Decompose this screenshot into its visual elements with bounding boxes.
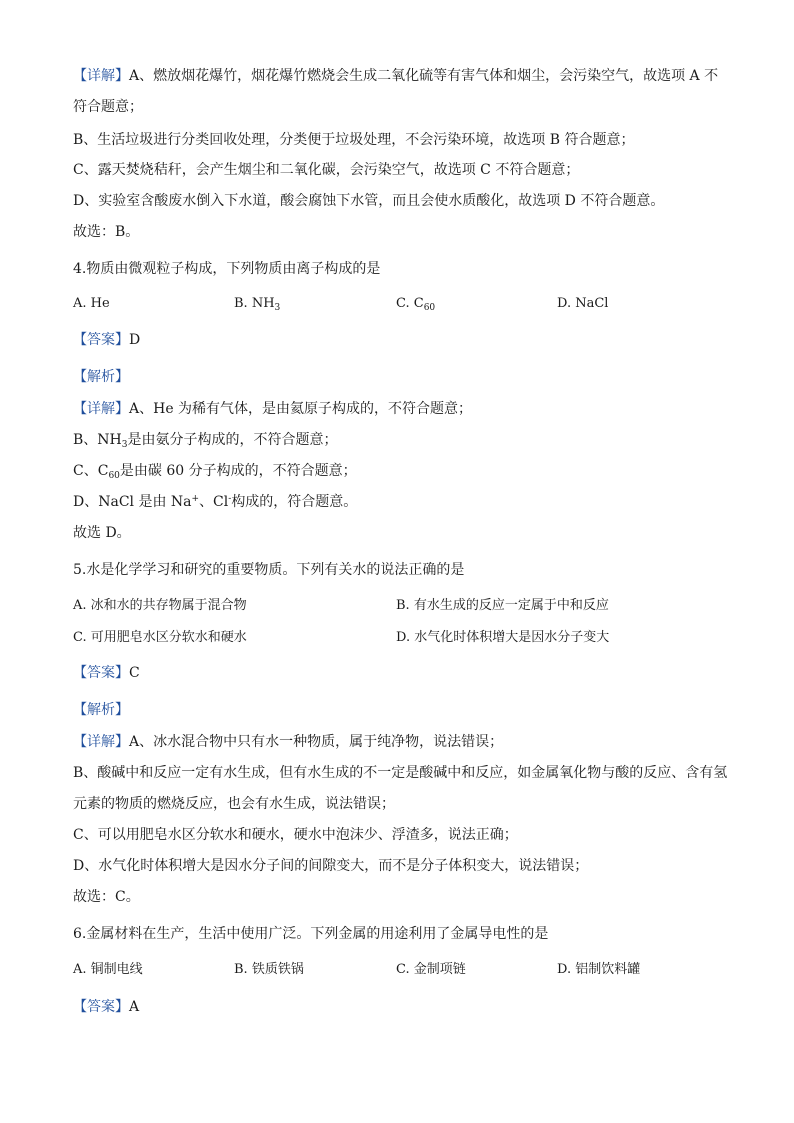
- q4-detail-b-post: 是由氨分子构成的，不符合题意；: [127, 432, 338, 448]
- q4-detail-d-mid: 、Cl: [199, 494, 229, 510]
- q5-analysis-label: [73, 700, 733, 720]
- q3-detail-a-line1: [73, 66, 733, 86]
- q4-conclusion: 故选 D。: [73, 525, 131, 541]
- q5-detail-a: A、冰水混合物中只有水一种物质，属于纯净物，说法错误；: [129, 734, 504, 750]
- q5-option-d: D. 水气化时体积增大是因水分子变大: [396, 630, 610, 645]
- analysis-label: 【解析】: [73, 369, 129, 385]
- q5-detail-b-line1: B、酸碱中和反应一定有水生成，但有水生成的不一定是酸碱中和反应，如金属氧化物与酸的反应、含有氢: [73, 765, 728, 781]
- q5-detail-c: C、可以用肥皂水区分软水和硬水，硬水中泡沫少、浮渣多，说法正确；: [73, 827, 518, 843]
- q5-option-a: A. 冰和水的共存物属于混合物: [73, 598, 247, 613]
- q5-option-b: B. 有水生成的反应一定属于中和反应: [396, 598, 609, 613]
- q5-detail-a-line: [73, 732, 733, 752]
- q3-detail-c: C、露天焚烧秸秆，会产生烟尘和二氧化碳，会污染空气，故选项 C 不符合题意；: [73, 162, 580, 178]
- q4-option-b-subscript: 3: [274, 303, 281, 313]
- q3-detail-d: D、实验室含酸废水倒入下水道，酸会腐蚀下水管，而且会使水质酸化，故选项 D 不符合题意。: [73, 193, 665, 209]
- q4-detail-d-post: 构成的，符合题意。: [231, 494, 358, 510]
- q3-conclusion: 故选：B。: [73, 224, 140, 240]
- q4-answer-line: [73, 330, 733, 350]
- q4-detail-a: A、He 为稀有气体，是由氦原子构成的，不符合题意；: [129, 401, 473, 417]
- analysis-label: 【解析】: [73, 702, 129, 718]
- q5-answer: C: [129, 665, 140, 681]
- q4-option-d: D. NaCl: [557, 296, 609, 311]
- q5-answer-line: [73, 663, 733, 683]
- answer-label: 【答案】: [73, 332, 129, 348]
- q4-detail-c-pre: C、C: [73, 463, 109, 479]
- q4-option-b: [234, 294, 280, 314]
- q4-stem: 4.物质由微观粒子构成，下列物质由离子构成的是: [73, 261, 381, 277]
- q3-detail-a-line2: 符合题意；: [73, 99, 143, 115]
- detail-label: 【详解】: [73, 734, 129, 750]
- q4-detail-b: [73, 430, 733, 450]
- q5-detail-d: D、水气化时体积增大是因水分子间的间隙变大，而不是分子体积变大，说法错误；: [73, 858, 589, 874]
- q3-detail-a-text: A、燃放烟花爆竹，烟花爆竹燃烧会生成二氧化硫等有害气体和烟尘，会污染空气，故选项 A 不: [129, 68, 719, 84]
- q6-answer: A: [129, 999, 140, 1015]
- q5-stem: 5.水是化学学习和研究的重要物质。下列有关水的说法正确的是: [73, 562, 465, 578]
- q6-stem: 6.金属材料在生产，生活中使用广泛。下列金属的用途利用了金属导电性的是: [73, 926, 549, 942]
- q4-detail-d-superscript-minus: -: [228, 494, 232, 504]
- q4-analysis-label: [73, 367, 733, 387]
- q4-detail-b-pre: B、NH: [73, 432, 122, 448]
- q4-detail-c-subscript: 60: [108, 471, 120, 481]
- q4-option-c: [396, 294, 435, 314]
- answer-label: 【答案】: [73, 665, 129, 681]
- detail-label: 【详解】: [73, 401, 129, 417]
- detail-label: 【详解】: [73, 68, 129, 84]
- q4-detail-b-subscript: 3: [121, 440, 128, 450]
- q4-detail-c-post: 是由碳 60 分子构成的，不符合题意；: [119, 463, 357, 479]
- q4-option-c-text: C. C: [396, 296, 424, 311]
- q4-option-c-subscript: 60: [423, 303, 436, 313]
- q5-conclusion: 故选：C。: [73, 889, 140, 905]
- q5-detail-b-line2: 元素的物质的燃烧反应，也会有水生成，说法错误；: [73, 796, 395, 812]
- q6-option-b: B. 铁质铁锅: [234, 962, 304, 977]
- q4-option-a: A. He: [73, 296, 110, 311]
- q6-option-d: D. 铝制饮料罐: [557, 962, 641, 977]
- answer-label: 【答案】: [73, 999, 129, 1015]
- q4-detail-c: [73, 461, 733, 481]
- q6-option-c: C. 金制项链: [396, 962, 466, 977]
- q4-option-b-text: B. NH: [234, 296, 275, 311]
- q6-answer-line: [73, 997, 733, 1017]
- q4-detail-a-line: [73, 399, 733, 419]
- q5-option-c: C. 可用肥皂水区分软水和硬水: [73, 630, 247, 645]
- q4-detail-d: [73, 492, 733, 512]
- q4-detail-d-pre: D、NaCl 是由 Na: [73, 494, 192, 510]
- q3-detail-b: B、生活垃圾进行分类回收处理，分类便于垃圾处理，不会污染环境，故选项 B 符合题意；: [73, 132, 635, 148]
- q4-answer: D: [129, 332, 141, 348]
- q4-detail-d-superscript-plus: +: [191, 494, 200, 504]
- q6-option-a: A. 铜制电线: [73, 962, 143, 977]
